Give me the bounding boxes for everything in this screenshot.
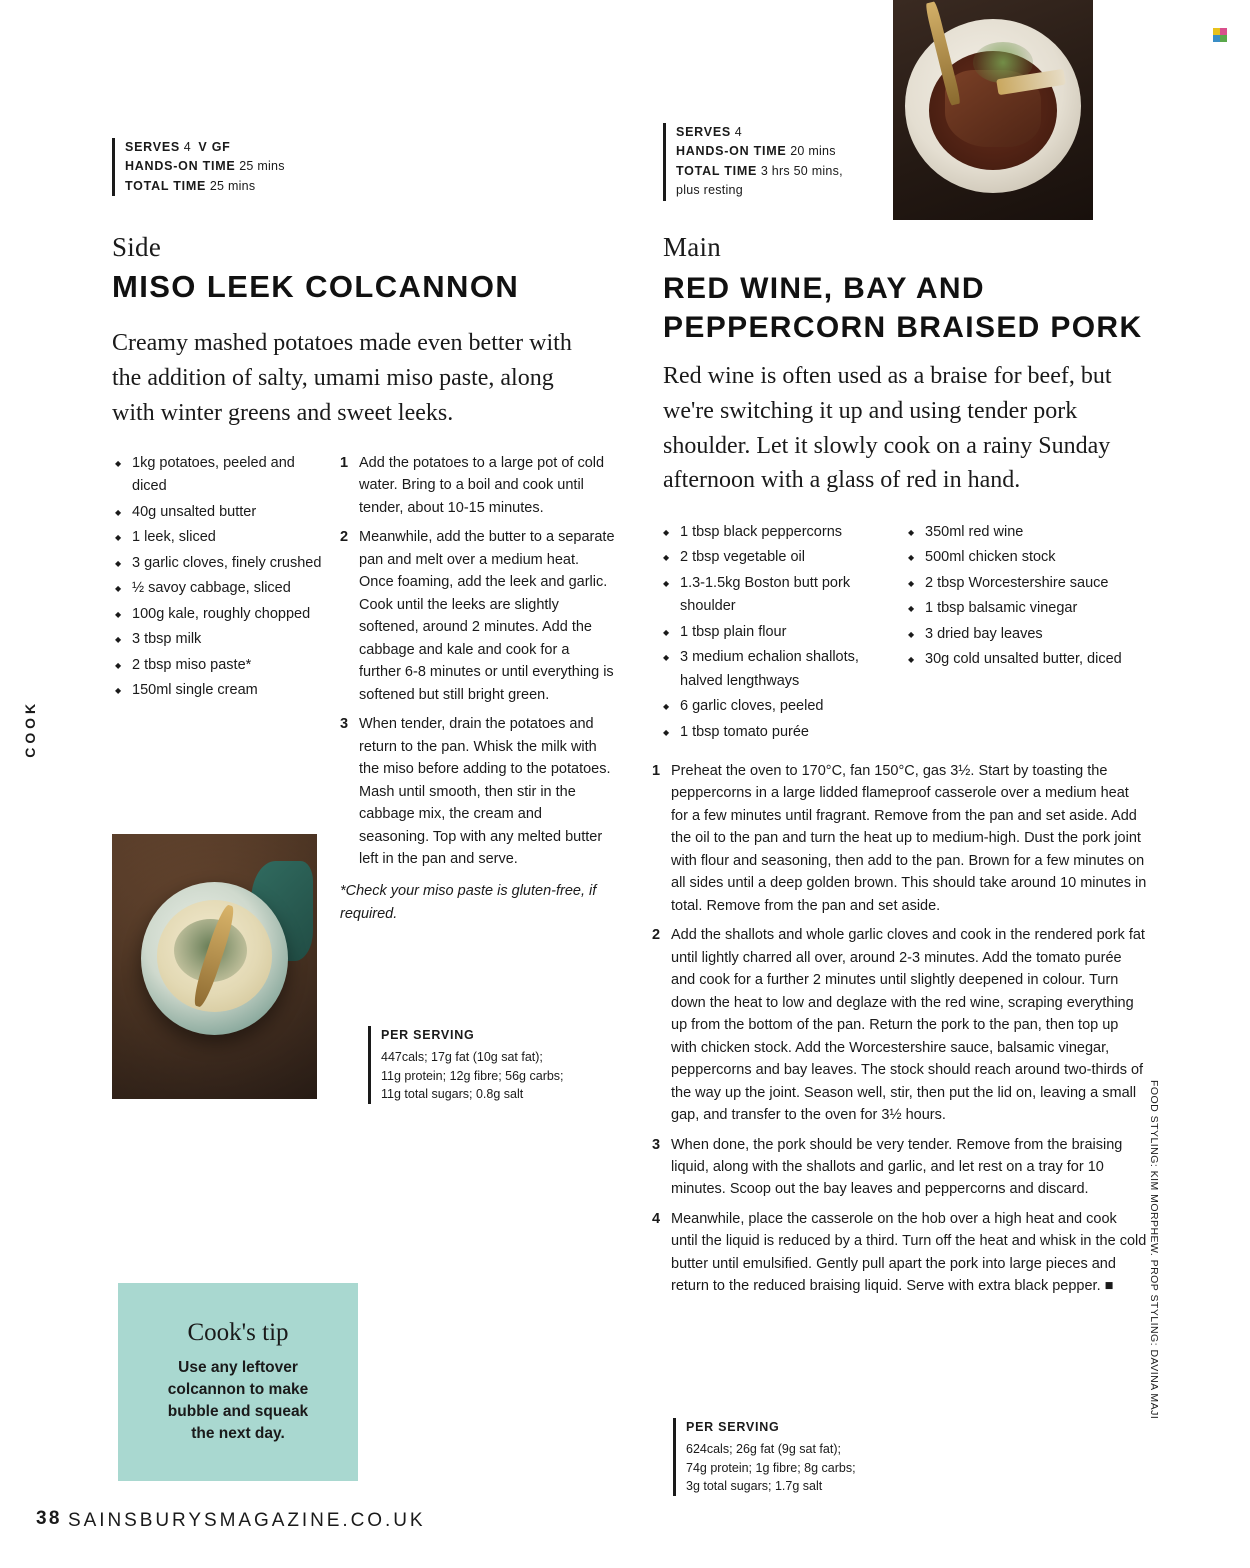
list-item: ◆ 2 tbsp vegetable oil bbox=[663, 546, 903, 569]
step-text: Meanwhile, place the casserole on the hob over a high heat and cook until the liquid is reduced by a third. Turn off the heat and whisk in the cold butter until emulsified. Gently pull apart the pork into large pieces and return to the reduced braising liquid. Serve with extra black pepper. ■ bbox=[671, 1210, 1147, 1295]
right-recipe-standfirst: Red wine is often used as a braise for beef, but we're switching it up and using tender pork shoulder. Let it slowly cook on a rainy Sunday afternoon with a glass of red in hand. bbox=[663, 363, 1112, 494]
list-item: ◆ 3 dried bay leaves bbox=[908, 623, 1143, 646]
list-item: ◆ 3 medium echalion shallots, halved lengthways bbox=[663, 646, 903, 693]
serves-label: SERVES bbox=[125, 140, 180, 154]
left-recipe-kicker: Side bbox=[112, 232, 162, 262]
list-item: ◆ 100g kale, roughly chopped bbox=[115, 603, 330, 626]
left-ingredient-list bbox=[115, 452, 330, 705]
left-recipe-title: MISO LEEK COLCANNON bbox=[112, 269, 520, 304]
per-serving-line: 624cals; 26g fat (9g sat fat); bbox=[686, 1441, 841, 1456]
total-time-label: TOTAL TIME bbox=[125, 178, 207, 193]
per-serving-title: PER SERVING bbox=[686, 1420, 780, 1434]
list-item: ◆ 1 tbsp plain flour bbox=[663, 621, 903, 644]
list-item: ◆ 1kg potatoes, peeled and diced bbox=[115, 452, 330, 499]
list-item: 2 Meanwhile, add the butter to a separate pan and melt over a medium heat. Once foaming, add the leek and garlic. Cook until the leeks are slightly softened, around 2 minutes. Add the cabbage and kale and cook for a further 6-8 minutes or until everything is softened but still bright green. bbox=[340, 529, 615, 703]
left-recipe-heading bbox=[112, 232, 612, 305]
right-ingredient-list-col1 bbox=[663, 521, 903, 746]
list-item: ◆ 1.3-1.5kg Boston butt pork shoulder bbox=[663, 572, 903, 619]
colcannon-photo bbox=[112, 834, 317, 1099]
step-text: Preheat the oven to 170°C, fan 150°C, gas 3½. Start by toasting the peppercorns in a large lidded flameproof casserole over a medium heat for a few minutes until fragrant. Remove from the pan and set aside. Add the oil to the pan and turn the heat up to medium-high. Dust the pork joint with flour and seasoning, then add to the pan. Brown for a few minutes on all sides until a deep golden brown. This should take around 10 minutes in total. Remove from the pan and set aside. bbox=[671, 763, 1147, 914]
left-recipe-meta bbox=[112, 138, 375, 196]
cooks-tip-line: bubble and squeak bbox=[167, 1403, 309, 1420]
total-time-value-extra: plus resting bbox=[676, 183, 743, 198]
list-item: ◆ 3 tbsp milk bbox=[115, 628, 330, 651]
list-item: 2 Add the shallots and whole garlic cloves and cook in the rendered pork fat until lightly charred all over, around 2-3 minutes. Add the tomato purée and cook for a further 2 minutes until slightly deepened in colour. Turn down the heat to low and deglaze with the red wine, scraping everything up from the bottom of the pan. Return the pork to the pan, then top up with chicken stock. Add the Worcestershire sauce, balsamic vinegar, peppercorns and bay leaves. The stock should reach around two-thirds of the way up the joint. Season well, stir, then put the lid on, leaving a small gap, and transfer to the oven for 3½ hours. bbox=[652, 927, 1145, 1124]
cooks-tip-line: colcannon to make bbox=[167, 1381, 309, 1398]
photo-credits: FOOD STYLING: KIM MORPHEW. PROP STYLING: DAVINA MAJI bbox=[1148, 1080, 1160, 1420]
list-item: ◆ 1 tbsp tomato purée bbox=[663, 721, 903, 744]
right-recipe-kicker: Main bbox=[663, 232, 722, 262]
right-recipe-heading bbox=[663, 232, 1173, 347]
cooks-tip-title: Cook's tip bbox=[187, 1319, 289, 1346]
cooks-tip-body bbox=[150, 1357, 326, 1445]
left-per-serving bbox=[368, 1026, 641, 1104]
list-item: ◆ 2 tbsp Worcestershire sauce bbox=[908, 572, 1143, 595]
registration-marks-icon bbox=[1213, 28, 1227, 42]
right-recipe-meta bbox=[663, 123, 891, 201]
left-method bbox=[340, 452, 615, 940]
list-item: 1 Preheat the oven to 170°C, fan 150°C, gas 3½. Start by toasting the peppercorns in a large lidded flameproof casserole over a medium heat for a few minutes until fragrant. Remove from the pan and set aside. Add the oil to the pan and turn the heat up to medium-high. Dust the pork joint with flour and seasoning, then add to the pan. Brown for a few minutes on all sides until a deep golden brown. This should take around 10 minutes in total. Remove from the pan and set aside. bbox=[652, 763, 1147, 914]
list-item: ◆ 2 tbsp miso paste* bbox=[115, 654, 330, 677]
braised-pork-photo bbox=[893, 0, 1093, 220]
right-per-serving bbox=[673, 1418, 986, 1496]
left-step-list bbox=[340, 452, 615, 870]
list-item: ◆ 3 garlic cloves, finely crushed bbox=[115, 552, 330, 575]
list-item: ◆ ½ savoy cabbage, sliced bbox=[115, 577, 330, 600]
hands-on-time-value: 20 mins bbox=[790, 144, 836, 159]
list-item: 3 When tender, drain the potatoes and return to the pan. Whisk the milk with the miso before adding to the potatoes. Mash until smooth, then stir in the cabbage mix, the cream and seasoning. Top with any melted butter left in the pan and serve. bbox=[340, 716, 611, 867]
list-item: ◆ 30g cold unsalted butter, diced bbox=[908, 648, 1143, 671]
hands-on-time-value: 25 mins bbox=[239, 159, 285, 174]
total-time-value: 3 hrs 50 mins, bbox=[760, 163, 843, 178]
list-item: ◆ 1 leek, sliced bbox=[115, 526, 330, 549]
cooks-tip-box bbox=[118, 1283, 358, 1481]
step-text: Add the shallots and whole garlic cloves and cook in the rendered pork fat until lightly charred all over, around 2-3 minutes. Add the tomato purée and cook for a further 2 minutes until slightly deepened in colour. Turn down the heat to low and deglaze with the red wine, scraping everything up from the bottom of the pan. Return the pork to the pan, then top up with chicken stock. Add the Worcestershire sauce, balsamic vinegar, peppercorns and bay leaves. The stock should reach around two-thirds of the way up the joint. Season well, stir, then put the lid on, leaving a small gap, and transfer to the oven for 3½ hours. bbox=[671, 927, 1145, 1124]
list-item: 4 Meanwhile, place the casserole on the hob over a high heat and cook until the liquid is reduced by a third. Turn off the heat and whisk in the cold butter until emulsified. Gently pull apart the pork into large pieces and return to the reduced braising liquid. Serve with extra black pepper. ■ bbox=[652, 1210, 1147, 1295]
step-text: When tender, drain the potatoes and return to the pan. Whisk the milk with the miso before adding to the potatoes. Mash until smooth, then stir in the cabbage mix, the cream and seasoning. Top with any melted butter left in the pan and serve. bbox=[359, 716, 611, 867]
per-serving-line: 3g total sugars; 1.7g salt bbox=[686, 1479, 823, 1494]
step-text: Add the potatoes to a large pot of cold water. Bring to a boil and cook until tender, about 10-15 minutes. bbox=[359, 455, 605, 516]
serves-value: 4 bbox=[183, 140, 191, 154]
serves-label: SERVES bbox=[676, 125, 731, 139]
step-text: Meanwhile, add the butter to a separate pan and melt over a medium heat. Once foaming, add the leek and garlic. Cook until the leeks are slightly softened, around 2 minutes. Add the cabbage and kale and cook for a further 6-8 minutes or until everything is softened but still bright green. bbox=[359, 529, 615, 703]
left-recipe-footnote: *Check your miso paste is gluten-free, if required. bbox=[340, 883, 597, 922]
per-serving-line: 11g protein; 12g fibre; 56g carbs; bbox=[381, 1068, 564, 1083]
hands-on-time-label: HANDS-ON TIME bbox=[676, 144, 787, 159]
list-item: ◆ 40g unsalted butter bbox=[115, 501, 330, 524]
page-number: 38 bbox=[36, 1508, 62, 1529]
step-text: When done, the pork should be very tender. Remove from the braising liquid, along with the shallots and garlic, and let rest on a tray for 10 minutes. Scoop out the bay leaves and peppercorns and discard. bbox=[671, 1136, 1123, 1198]
right-recipe-title: RED WINE, BAY AND PEPPERCORN BRAISED PORK bbox=[663, 272, 1143, 344]
serves-value: 4 bbox=[734, 125, 742, 139]
cooks-tip-line: Use any leftover bbox=[178, 1359, 298, 1376]
list-item: ◆ 6 garlic cloves, peeled bbox=[663, 695, 903, 718]
list-item: ◆ 350ml red wine bbox=[908, 521, 1143, 544]
per-serving-title: PER SERVING bbox=[381, 1028, 475, 1042]
right-ingredient-list-col2 bbox=[908, 521, 1143, 674]
total-time-label: TOTAL TIME bbox=[676, 163, 758, 178]
left-recipe-standfirst: Creamy mashed potatoes made even better with the addition of salty, umami miso paste, along with winter greens and sweet leeks. bbox=[112, 330, 572, 426]
diet-tags: V GF bbox=[198, 140, 231, 154]
cooks-tip-line: the next day. bbox=[191, 1425, 285, 1442]
list-item: ◆ 1 tbsp black peppercorns bbox=[663, 521, 903, 544]
per-serving-line: 11g total sugars; 0.8g salt bbox=[381, 1087, 524, 1102]
section-tab-cook: COOK bbox=[22, 700, 38, 758]
right-step-list bbox=[652, 760, 1147, 1305]
list-item: 1 Add the potatoes to a large pot of cold water. Bring to a boil and cook until tender, about 10-15 minutes. bbox=[340, 455, 605, 516]
list-item: ◆ 1 tbsp balsamic vinegar bbox=[908, 597, 1143, 620]
footer-url: SAINSBURYSMAGAZINE.CO.UK bbox=[68, 1510, 426, 1531]
list-item: 3 When done, the pork should be very tender. Remove from the braising liquid, along with the shallots and garlic, and let rest on a tray for 10 minutes. Scoop out the bay leaves and peppercorns and discard. bbox=[652, 1136, 1123, 1198]
total-time-value: 25 mins bbox=[209, 178, 256, 193]
list-item: ◆ 150ml single cream bbox=[115, 679, 330, 702]
hands-on-time-label: HANDS-ON TIME bbox=[125, 159, 236, 174]
list-item: ◆ 500ml chicken stock bbox=[908, 546, 1143, 569]
per-serving-line: 74g protein; 1g fibre; 8g carbs; bbox=[686, 1460, 856, 1475]
per-serving-line: 447cals; 17g fat (10g sat fat); bbox=[381, 1049, 543, 1064]
